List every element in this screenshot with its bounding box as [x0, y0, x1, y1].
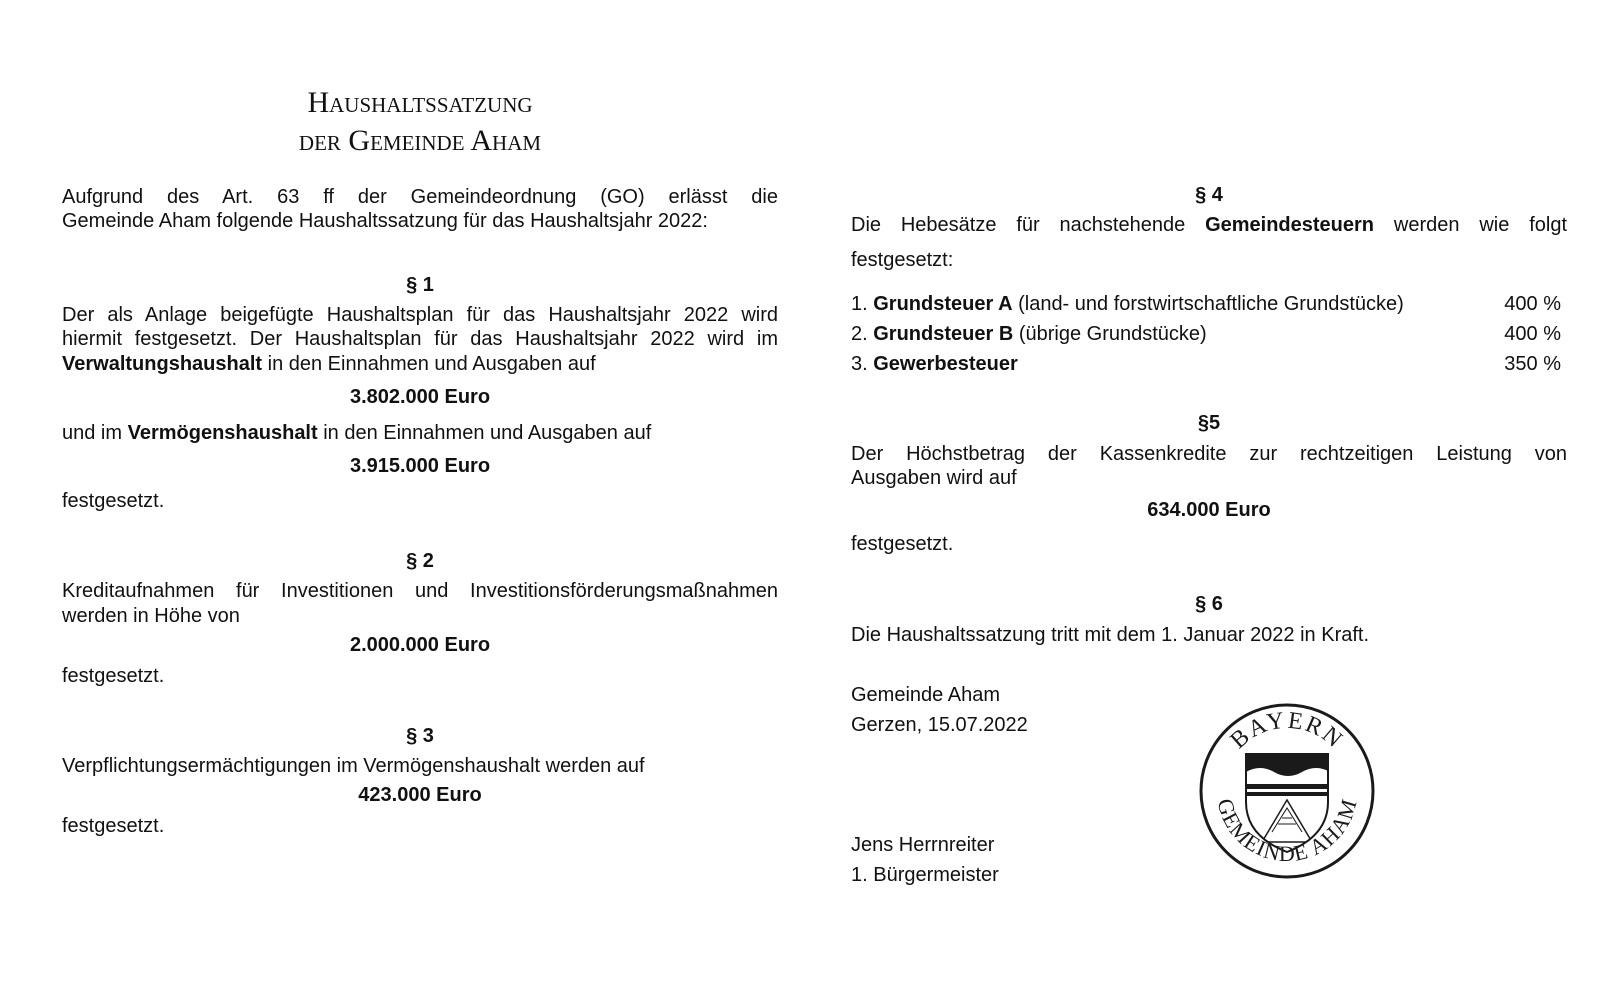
rate-number: 3.: [851, 353, 874, 375]
section-4-line-1-post: werden wie folgt: [1374, 214, 1567, 236]
rate-value: 400 %: [1504, 293, 1561, 315]
section-1-line-4: [62, 421, 651, 445]
seal-bottom-text: GEMEINDE AHAM: [1212, 795, 1362, 867]
section-5-closing: festgesetzt.: [851, 533, 954, 555]
section-5-line-1: Der Höchstbetrag der Kassenkredite zur rechtzeitigen Leistung von: [851, 443, 1567, 465]
section-5-amount: 634.000 Euro: [1147, 499, 1271, 521]
section-4-line-1: [851, 213, 1567, 237]
rate-name: Gewerbesteuer: [873, 353, 1018, 375]
section-2-closing: festgesetzt.: [62, 665, 165, 687]
intro-line-2: Gemeinde Aham folgende Haushaltssatzung für das Haushaltsjahr 2022:: [62, 210, 708, 232]
section-1-line-3: [62, 352, 596, 376]
signature-name: Jens Herrnreiter: [851, 834, 995, 856]
rate-row: [851, 352, 1561, 376]
rate-row: [851, 322, 1561, 346]
section-3-line-1: Verpflichtungsermächtigungen im Vermögenshaushalt werden auf: [62, 755, 645, 777]
section-3-amount: 423.000 Euro: [358, 784, 482, 806]
section-1-line-1: Der als Anlage beigefügte Haushaltsplan für das Haushaltsjahr 2022 wird: [62, 304, 778, 326]
section-4-heading: § 4: [1195, 184, 1223, 206]
section-1-heading: § 1: [406, 274, 434, 296]
signature-role: 1. Bürgermeister: [851, 864, 999, 886]
title-line-2: der Gemeinde Aham: [298, 124, 542, 157]
section-1-line-2: hiermit festgesetzt. Der Haushaltsplan für das Haushaltsjahr 2022 wird im: [62, 328, 778, 350]
section-6-heading: § 6: [1195, 593, 1223, 615]
signature-municipality: Gemeinde Aham: [851, 684, 1000, 706]
title-line-1: Haushaltssatzung: [307, 86, 533, 119]
vermoegenshaushalt-rest: in den Einnahmen und Ausgaben auf: [317, 422, 652, 444]
rate-name: Grundsteuer A: [873, 293, 1013, 315]
section-3-heading: § 3: [406, 725, 434, 747]
rate-row: [851, 292, 1561, 316]
section-2-line-2: werden in Höhe von: [62, 605, 240, 627]
signature-place-date: Gerzen, 15.07.2022: [851, 714, 1028, 736]
verwaltungshaushalt-rest: in den Einnahmen und Ausgaben auf: [262, 353, 596, 375]
rate-value: 400 %: [1504, 323, 1561, 345]
rate-description: (land- und forstwirtschaftliche Grundstücke): [1012, 293, 1404, 315]
gemeindesteuern-term: Gemeindesteuern: [1205, 214, 1375, 236]
vermoegenshaushalt-pre: und im: [62, 422, 128, 444]
section-6-line-1: Die Haushaltssatzung tritt mit dem 1. Januar 2022 in Kraft.: [851, 624, 1370, 646]
document-title: [220, 84, 620, 160]
rate-number: 1.: [851, 293, 874, 315]
municipal-seal: [1198, 702, 1376, 880]
section-1-closing: festgesetzt.: [62, 490, 165, 512]
section-5-line-2: Ausgaben wird auf: [851, 467, 1017, 489]
section-2-line-1: Kreditaufnahmen für Investitionen und Investitionsförderungsmaßnahmen: [62, 580, 778, 602]
section-4-line-2: festgesetzt:: [851, 249, 954, 271]
verwaltungshaushalt-term: Verwaltungshaushalt: [62, 353, 263, 375]
intro-line-1: Aufgrund des Art. 63 ff der Gemeindeordnung (GO) erlässt die: [62, 186, 778, 208]
section-2-heading: § 2: [406, 550, 434, 572]
section-3-closing: festgesetzt.: [62, 815, 165, 837]
section-1-amount-1: 3.802.000 Euro: [349, 386, 491, 408]
section-5-heading: §5: [1197, 412, 1221, 434]
rate-description: (übrige Grundstücke): [1013, 323, 1207, 345]
rate-name: Grundsteuer B: [873, 323, 1014, 345]
seal-top-text: BAYERN: [1225, 707, 1349, 755]
section-1-amount-2: 3.915.000 Euro: [349, 455, 491, 477]
rate-number: 2.: [851, 323, 874, 345]
rate-value: 350 %: [1504, 353, 1561, 375]
section-4-line-1-pre: Die Hebesätze für nachstehende: [851, 214, 1206, 236]
section-2-amount: 2.000.000 Euro: [349, 634, 491, 656]
vermoegenshaushalt-term: Vermögenshaushalt: [127, 422, 318, 444]
